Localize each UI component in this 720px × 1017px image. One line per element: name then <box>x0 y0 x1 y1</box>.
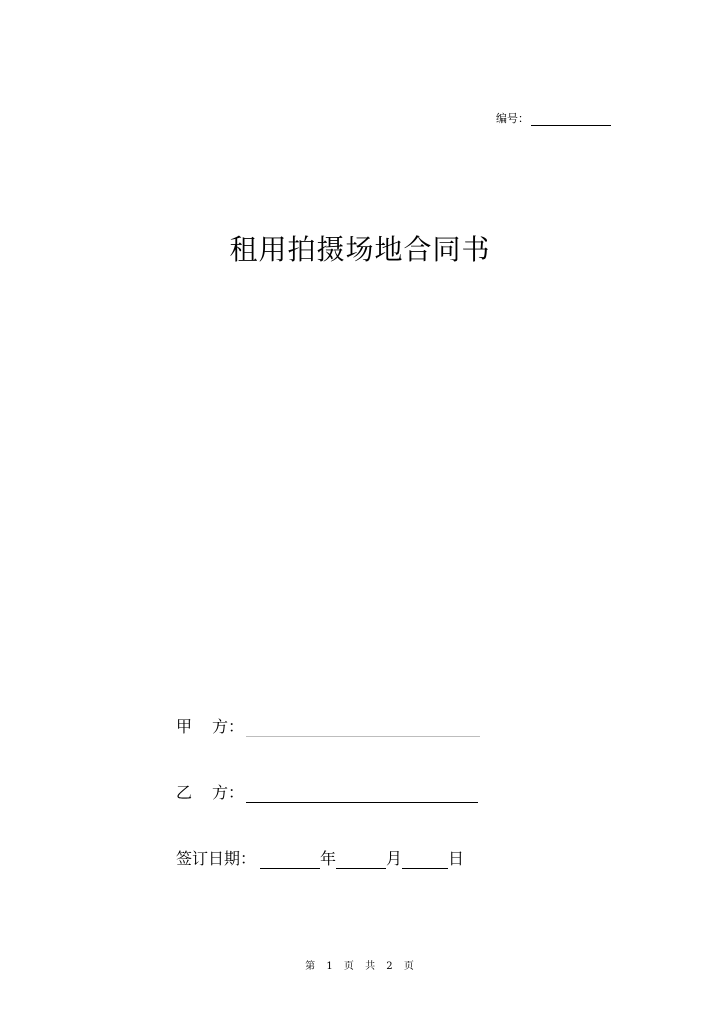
party-a-label-char1: 甲 <box>176 717 193 736</box>
footer-page-prefix: 第 <box>305 961 317 972</box>
document-title: 租用拍摄场地合同书 <box>229 233 491 266</box>
signing-month-label: 月 <box>386 849 403 868</box>
contract-number-label: 编号： <box>496 112 529 125</box>
signing-year-field <box>260 853 320 869</box>
signing-day-label: 日 <box>448 849 465 868</box>
footer-total-suffix: 页 <box>403 961 415 972</box>
signing-month-field <box>336 853 386 869</box>
party-b-label-char1: 乙 <box>176 783 193 802</box>
footer-total-prefix: 共 <box>365 961 377 972</box>
signing-year-label: 年 <box>320 849 337 868</box>
party-b-label-char2: 方： <box>212 783 245 802</box>
footer-page-current: 1 <box>326 961 334 972</box>
party-a-row <box>176 714 480 737</box>
party-a-label-char2: 方： <box>212 717 245 736</box>
footer-page-mid: 页 <box>343 961 355 972</box>
contract-number-line <box>496 110 611 126</box>
party-b-field <box>246 787 478 803</box>
footer-page-total: 2 <box>386 961 394 972</box>
signing-date-row <box>176 846 464 869</box>
party-b-row <box>176 780 478 803</box>
signing-date-label: 签订日期： <box>176 849 257 868</box>
signing-day-field <box>402 853 448 869</box>
contract-number-field <box>531 114 611 126</box>
party-a-field <box>246 721 480 737</box>
page-footer <box>0 957 720 972</box>
